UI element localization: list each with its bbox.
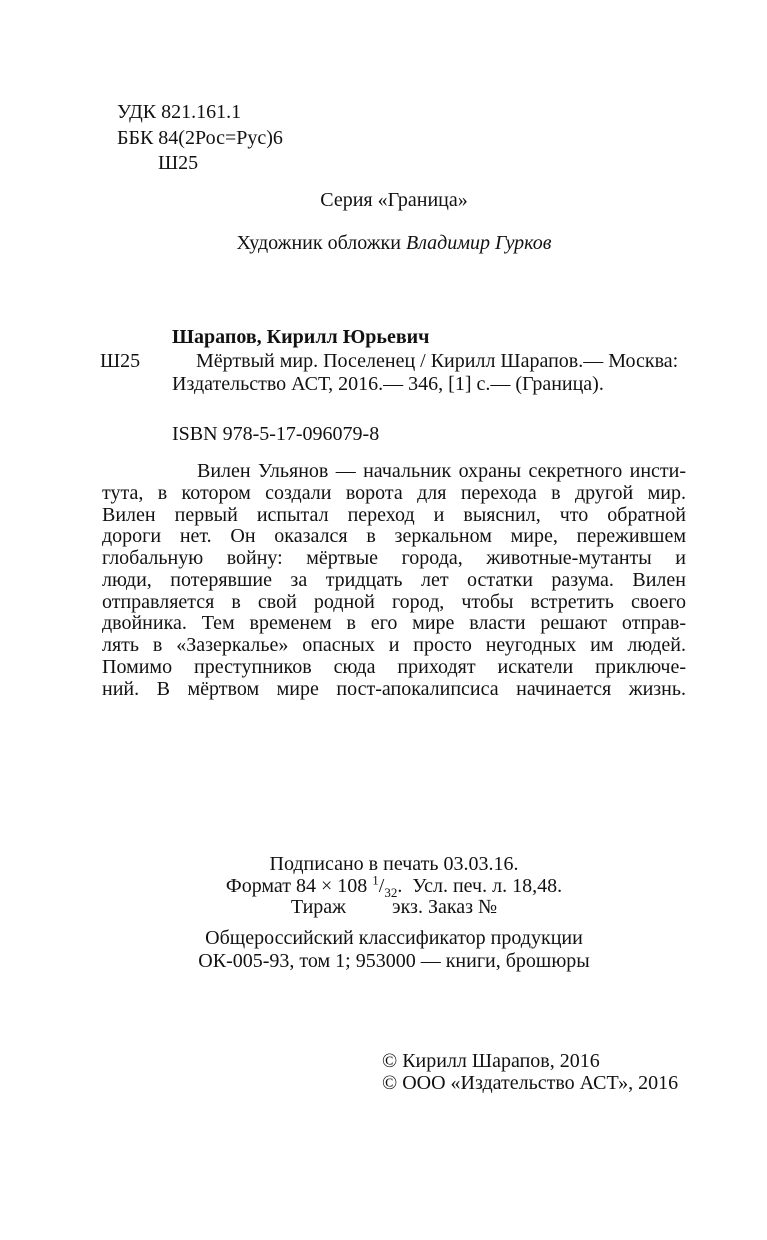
catalog-description-line: Издательство АСТ, 2016.— 346, [1] с.— (Граница). [172,373,604,395]
signed-to-print-line: Подписано в печать 03.03.16. [269,853,519,875]
cover-artist-name: Владимир Гурков [405,232,552,254]
series-line: Серия «Граница» [320,189,468,211]
format-text: Формат 84 × 108 [225,874,373,897]
tirazh-label: Тираж [290,896,346,918]
annotation-line: Вилен Ульянов — начальник охраны секретного инсти- [197,461,686,482]
annotation-paragraph [102,461,686,700]
annotation-line: двойника. Тем временем в его мире власти решают отправ- [102,613,686,635]
udk-line: УДК 821.161.1 [117,101,242,123]
tirazh-line [102,897,686,919]
annotation-line: глобальную войну: мёртвые города, животные-мутанты и [102,548,686,569]
copyright-line: © Кирилл Шарапов, 2016 [382,1050,600,1072]
classifier-block [102,927,686,972]
copyright-line: © ООО «Издательство АСТ», 2016 [382,1071,679,1094]
annotation-line: Вилен первый испытал переход и выяснил, что обратной [102,504,686,526]
annotation-line: тута, в котором создали ворота для перехода в другой мир. [102,482,686,504]
format-fraction-slash: / [378,874,385,897]
catalog-description-line: Мёртвый мир. Поселенец / Кирилл Шарапов.— Москва: [196,349,679,372]
annotation-line: ний. В мёртвом мире пост-апокалипсиса начинается жизнь. [102,678,686,700]
catalog-card [100,326,686,397]
author-sign-line: Ш25 [158,152,199,174]
classifier-line: ОК-005-93, том 1; 953000 — книги, брошюры [198,949,590,972]
format-fraction-numerator: 1 [372,871,379,887]
annotation-line: лять в «Зазеркалье» опасных и просто неугодных им людей. [102,635,686,656]
tirazh-rest: экз. Заказ № [392,896,498,918]
bbk-line: ББК 84(2Рос=Рус)6 [117,126,283,149]
annotation-line: Помимо преступников сюда приходят искатели приключе- [102,656,686,678]
classification-block [117,100,283,177]
catalog-card-body [100,326,686,397]
format-text-suffix: . Усл. печ. л. 18,48. [397,874,563,897]
classifier-line: Общероссийский классификатор продукции [205,927,583,949]
annotation-line: люди, потерявшие за тридцать лет остатки разума. Вилен [102,569,686,591]
format-fraction-denominator: 32 [384,884,398,900]
cover-artist-line [102,232,686,255]
catalog-author: Шарапов, Кирилл Юрьевич [172,326,430,348]
imprint-block [102,854,686,919]
annotation-line: отправляется в свой родной город, чтобы встретить своего [102,591,686,613]
format-line [102,871,686,900]
catalog-author-sign: Ш25 [100,349,141,372]
annotation-line: дороги нет. Он оказался в зеркальном мире, пережившем [102,526,686,548]
copyright-block [382,1051,678,1094]
cover-artist-label: Художник обложки [236,232,406,254]
isbn-line: ISBN 978-5-17-096079-8 [172,423,380,445]
